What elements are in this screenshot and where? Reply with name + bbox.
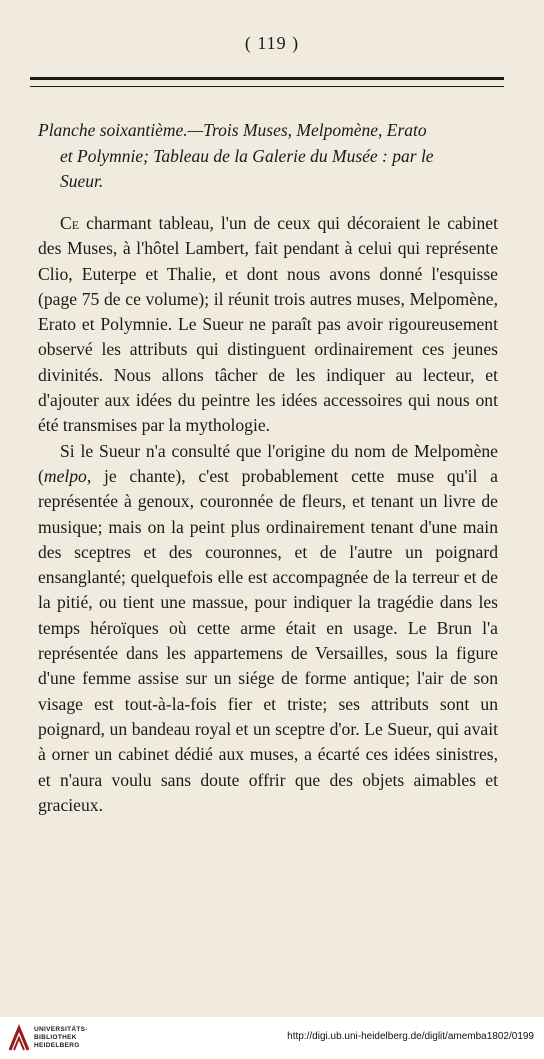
paragraph-2-text-a: Si le Sueur n'a consulté que l'origine du nom de Melpomène ( [38,440,498,486]
source-url-link[interactable]: http://digi.ub.uni-heidelberg.de/diglit/amemba1802/0199 [287,1031,534,1042]
page-number: ( 119 ) [244,33,300,53]
plate-title-line-3: Sueur. [60,171,104,191]
plate-title-line-2: et Polymnie; Tableau de la Galerie du Musée : par le [60,145,434,166]
paragraph-2-emphasis: melpo [43,465,87,486]
library-logo-icon [8,1024,30,1052]
plate-title-line-1: Planche soixantième.—Trois Muses, Melpomène, Erato [38,120,427,140]
header-rule-thick [30,77,504,80]
paragraph-2 [38,439,498,818]
logo-line-3: HEIDELBERG [34,1042,80,1049]
plate-title [38,118,498,195]
paragraph-2-text-b: , je chante), c'est probablement cette muse qu'il a représentée à genoux, couronnée de fleurs, et tenant un livre de musique; mais on la peint plus ordinairement tenant d'une main des sceptres et des couronnes, et de l'autre un poignard ensanglanté; quelquefois elle est accompagnée de la terreur et de la pitié, ou tient une massue, pour indiquer la tragédie dans les temps héroïques où cette arme était en usage. Le Brun l'a représentée dans les appartemens de Versailles, sous la figure d'une femme assise sur un siége de forme antique; l'air de son visage est tout-à-la-fois fier et triste; ses attributs sont un poignard, un bandeau royal et un sceptre d'or. Le Sueur, qui avait à orner un cabinet dédié aux muses, a écarté ces idées sinistres, et n'aura voulu sans doute offrir que des objets aimables et gracieux. [38,465,498,815]
logo-line-2: BIBLIOTHEK [34,1034,77,1041]
library-logo-text [34,1026,88,1050]
footer-bar [0,1017,544,1059]
paragraph-1 [38,211,498,439]
header-rule-thin [30,86,504,87]
paragraph-1-text: charmant tableau, l'un de ceux qui décoraient le cabinet des Muses, à l'hôtel Lambert, fait pendant à celui qui représente Clio, Euterpe et Thalie, et dont nous avons donné l'esquisse (page 75 de ce volume); il réunit trois autres muses, Melpomène, Erato et Polymnie. Le Sueur ne paraît pas avoir rigoureusement observé les attributs qui distinguent ordinairement ces jeunes divinités. Nous allons tâcher de les indiquer au lecteur, et d'ajouter aux idées du peintre les idées accessoires qui nous ont été transmises par la mythologie. [38,213,498,436]
paragraph-1-first-word: Ce [60,213,80,233]
body-text [38,211,498,818]
logo-line-1: UNIVERSITÄTS- [34,1026,88,1033]
